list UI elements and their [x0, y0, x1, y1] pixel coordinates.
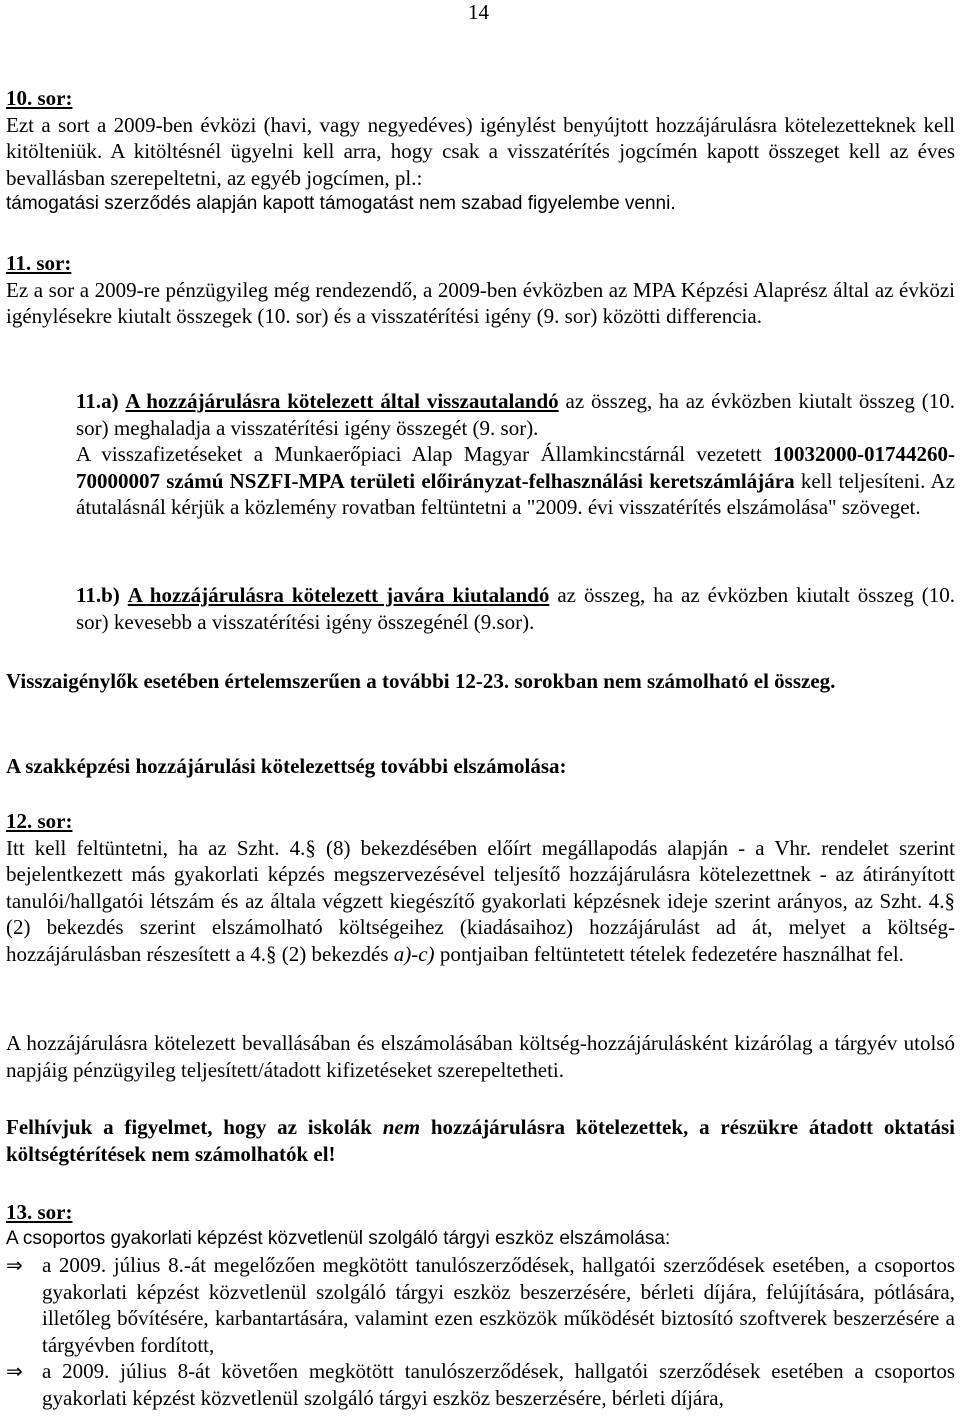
section-12: [6, 808, 955, 967]
row-12-d: (2) bekezdés: [276, 941, 394, 966]
double-arrow-icon: ⇒: [6, 1253, 23, 1277]
section-11: [6, 250, 955, 330]
row-12-text: [6, 835, 955, 968]
section-13: [6, 1199, 955, 1411]
row-12-c: (2) bekezdés szerint elszámolható költségeihez (kiadásaihoz) hozzájárulást ad át, melyet a költség-hozzájárulásban részesített a 4.: [6, 915, 955, 966]
row-10-text-sans: támogatási szerződés alapján kapott támogatást nem szabad figyelembe venni.: [6, 193, 676, 214]
row-11a-text: [76, 388, 955, 441]
section-12-p2: [6, 1030, 955, 1083]
page-number: 14: [468, 0, 489, 24]
row-11b-label: 11.b): [76, 583, 120, 607]
row-11a-label: 11.a): [76, 389, 119, 413]
row-12-a: Itt kell feltüntetni, ha az Szht. 4.: [6, 835, 306, 860]
warning-b: hozzájárulásra kötelezettek, a részükre átadott oktatási költségtérítések nem számolhatók el!: [6, 1115, 955, 1166]
row-11a-underlined: A hozzájárulásra kötelezett által visszautalandó: [125, 389, 559, 413]
row-11a-p2-b: kell teljesíteni. Az átutalásnál kérjük a közlemény rovatban feltüntetni a "2009. évi visszatérítés elszámolása" szöveget.: [76, 468, 955, 519]
row-12-italic: a)-c): [393, 941, 435, 966]
row-11b-text: [76, 582, 955, 635]
section-title-text: A szakképzési hozzájárulási kötelezettség további elszámolása:: [6, 754, 567, 778]
section-sign: §: [944, 888, 955, 913]
heading-row-13: 13. sor:: [6, 1200, 73, 1224]
warning-text: [6, 1114, 955, 1167]
warning-a: Felhívjuk a figyelmet, hogy az iskolák: [6, 1115, 383, 1139]
section-title: [6, 753, 955, 780]
bullet-text: a 2009. július 8-át követően megkötött tanulószerződések, hallgatói szerződések esetében a csoportos gyakorlati képzést közvetlenül szolgáló tárgyi eszköz beszerzésére, bérleti díjára,: [42, 1359, 955, 1410]
double-arrow-icon: ⇒: [6, 1359, 23, 1383]
row-13-intro: [6, 1226, 955, 1253]
section-10: [6, 85, 955, 218]
row-12-b: (8) bekezdésében előírt megállapodás alapján - a Vhr. rendelet szerint bejelentkezett más gyakorlati képzés megszervezésével teljesítő hozzájárulásra kötelezettnek - az átirányított tanulói/hallgatói létszám és az általa végzett kiegészítő gyakorlati képzésnek ideje szerint arányos, az Szht. 4.: [6, 835, 955, 913]
heading-row-10: 10. sor:: [6, 86, 73, 110]
warning-italic: nem: [382, 1115, 421, 1139]
row-12-p2-text: A hozzájárulásra kötelezett bevallásában és elszámolásában költség-hozzájárulásként kizárólag a tárgyév utolsó napjáig pénzügyileg teljesített/átadott kifizetéseket szerepeltetheti.: [6, 1031, 955, 1082]
row-11b-rest: az összeg, ha az évközben kiutalt összeg (10. sor) kevesebb a visszatérítési igény összegénél (9.sor).: [76, 583, 955, 634]
heading-row-11: 11. sor:: [6, 251, 72, 275]
note-reclaimers-text: Visszaigénylők esetében értelemszerűen a további 12-23. sorokban nem számolható el összeg.: [6, 669, 836, 693]
bullet-item: [6, 1358, 955, 1411]
section-sign: §: [266, 941, 277, 966]
section-11b: [76, 582, 955, 635]
row-11-text: Ez a sor a 2009-re pénzügyileg még rendezendő, a 2009-ben évközben az MPA Képzési Alaprész által az évközi igénylésekre kiutalt összegek (10. sor) és a visszatérítési igény (9. sor) közötti differencia.: [6, 277, 955, 328]
row-11a-payment-text: [76, 441, 955, 521]
row-13-intro-text: A csoportos gyakorlati képzést közvetlenül szolgáló tárgyi eszköz elszámolása:: [6, 1227, 671, 1249]
bullet-item: [6, 1252, 955, 1358]
row-12-e: pontjaiban feltüntetett tételek fedezetére használhat fel.: [434, 941, 904, 966]
row-11a-rest: az összeg, ha az évközben kiutalt összeg (10. sor) meghaladja a visszatérítési igény összegét (9. sor).: [76, 389, 955, 440]
section-sign: §: [305, 835, 316, 860]
bullet-text: a 2009. július 8.-át megelőzően megkötött tanulószerződések, hallgatói szerződések esetében, a csoportos gyakorlati képzést közvetlenül szolgáló tárgyi eszköz beszerzésére, bérleti díjára, felújítására, pótlására, illetőleg bővítésére, karbantartására, valamint ezen eszközök működését biztosító szoftverek beszerzésére a tárgyévben fordított,: [42, 1253, 955, 1357]
section-11a: [76, 388, 955, 521]
row-11a-p2-a: A visszafizetéseket a Munkaerőpiaci Alap Magyar Államkincstárnál vezetett: [76, 442, 773, 466]
row-11b-underlined: A hozzájárulásra kötelezett javára kiutalandó: [127, 583, 550, 607]
heading-row-12: 12. sor:: [6, 809, 73, 833]
warning: [6, 1114, 955, 1167]
account-number: 10032000-01744260-70000007 számú NSZFI-MPA területi előirányzat-felhasználási keretszámlájára: [76, 442, 955, 493]
note-reclaimers: [6, 668, 955, 695]
row-10-text: Ezt a sort a 2009-ben évközi (havi, vagy negyedéves) igénylést benyújtott hozzájárulásra kötelezetteknek kell kitölteniük. A kitöltésnél ügyelni kell arra, hogy csak a visszatérítés jogcímén kapott összeget kell az éves bevallásban szerepeltetni, az egyéb jogcímen, pl.:: [6, 112, 955, 190]
